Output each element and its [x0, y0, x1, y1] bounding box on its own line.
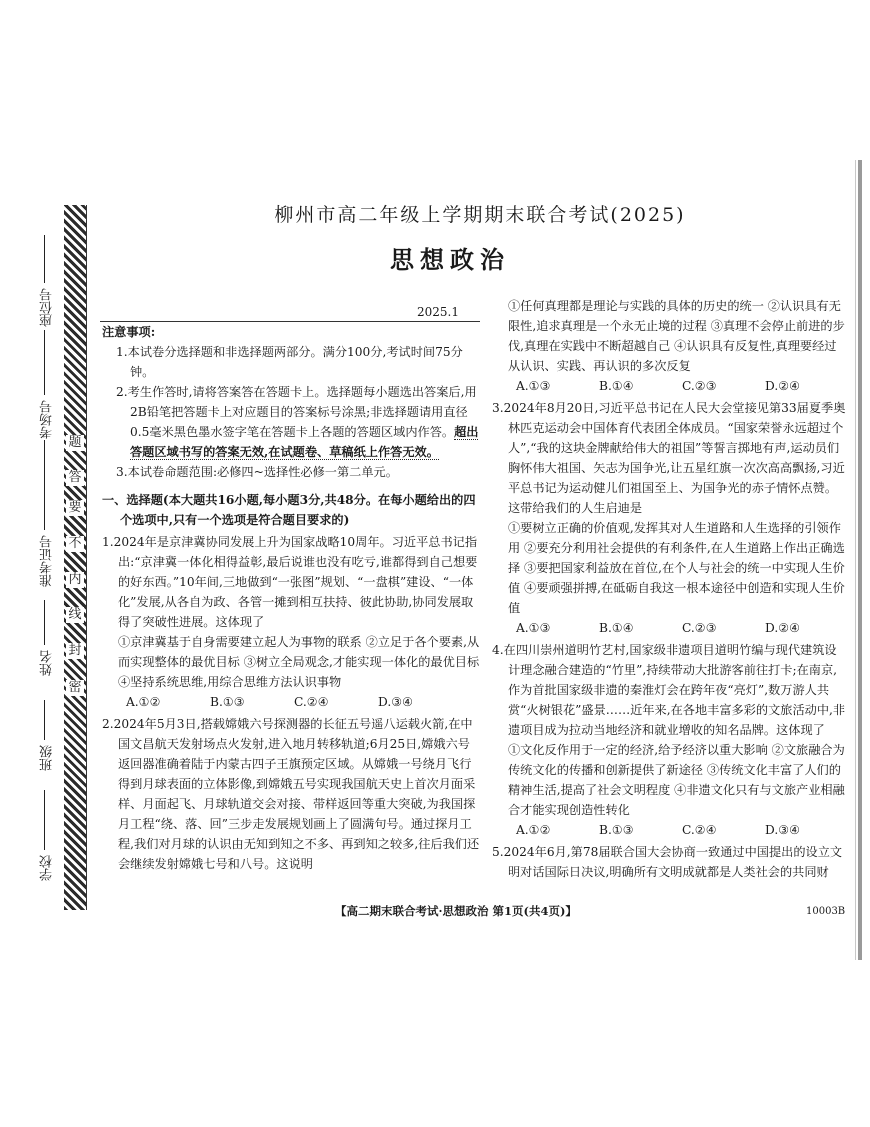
- school-label: 学校: [40, 855, 55, 881]
- question-3-stem: 3.2024年8月20日,习近平总书记在人民大会堂接见第33届夏季奥林匹克运动会中国体育代表团全体成员。“国家荣誉永远超过个人”,“我的这块金牌献给伟大的祖国”等誓言掷地有声,运动员们胸怀伟大祖国、矢志为国争光,让五星红旗一次次高高飘扬,习近平总书记为运动健儿们祖国至上、为国争光的赤子情怀点赞。这带给我们的人生启迪是: [492, 401, 846, 515]
- scan-edge-shadow: [858, 160, 862, 960]
- class-label: 班级: [40, 745, 55, 771]
- option-a: A.①②: [126, 695, 161, 709]
- right-column: [492, 296, 848, 882]
- notice-item-2: [102, 382, 480, 462]
- option-d: D.②④: [765, 379, 801, 393]
- seal-char-1: 题: [66, 435, 84, 451]
- seat-blank: [44, 235, 45, 283]
- page-footer: 【高二期末联合考试·思想政治 第1页(共4页)】: [335, 904, 577, 918]
- option-d: D.②④: [765, 621, 801, 635]
- name-label: 姓名: [40, 650, 55, 676]
- seat-label: 座位号: [40, 288, 55, 327]
- exam-date: 2025.1: [417, 305, 459, 319]
- question-4-options: [492, 820, 848, 840]
- section-heading: 一、选择题(本大题共16小题,每小题3分,共48分。在每小题给出的四个选项中,只有一个选项是符合题目要求的): [102, 493, 476, 527]
- option-a: A.①②: [516, 823, 551, 837]
- option-d: D.③④: [378, 695, 414, 709]
- notice-item-2-emphasis: 超出答题区域书写的答案无效,在试题卷、草稿纸上作答无效。: [130, 425, 479, 459]
- question-4-stem: 4.在四川崇州道明竹艺村,国家级非遗项目道明竹编与现代建筑设计理念融合建造的“竹里”,持续带动大批游客前往打卡;在南京,作为首批国家级非遗的秦淮灯会在跨年夜“亮灯”,数万游人共赏“火树银花”盛景……近年来,在各地丰富多彩的文旅活动中,非遗项目成为拉动当地经济和就业增收的知名品牌。这体现了: [492, 643, 846, 737]
- name-blank: [44, 600, 45, 645]
- option-c: C.②③: [682, 379, 717, 393]
- class-blank: [44, 700, 45, 740]
- scan-edge-line: [855, 160, 856, 960]
- option-c: C.②③: [682, 621, 717, 635]
- question-1-options: [102, 692, 480, 712]
- option-a: A.①③: [516, 379, 551, 393]
- notice-item-3: 3.本试卷命题范围:必修四~选择性必修一第二单元。: [116, 465, 398, 479]
- question-2-statements: ①任何真理都是理论与实践的具体的历史的统一 ②认识具有无限性,追求真理是一个永无止境的过程 ③真理不会停止前进的步伐,真理在实践中不断超越自己 ④认识具有反复性,真理要经过从认识、实践、再认识的多次反复: [508, 299, 845, 373]
- question-5-stem: 5.2024年6月,第78届联合国大会协商一致通过中国提出的设立文明对话国际日决议,明确所有文明成就都是人类社会的共同财: [492, 845, 843, 879]
- notice-item-1: 1.本试卷分选择题和非选择题两部分。满分100分,考试时间75分钟。: [116, 345, 463, 379]
- question-4-statements: ①文化反作用于一定的经济,给予经济以重大影响 ②文旅融合为传统文化的传播和创新提供了新途径 ③传统文化丰富了人们的精神生活,提高了社会文明程度 ④非遗文化只有与文旅产业相融合才能实现创造性转化: [508, 743, 845, 817]
- question-2-options: [492, 376, 848, 396]
- option-b: B.①③: [599, 823, 634, 837]
- question-2-stem: 2.2024年5月3日,搭载嫦娥六号探测器的长征五号遥八运载火箭,在中国文昌航天发射场点火发射,进入地月转移轨道;6月25日,嫦娥六号返回器准确着陆于内蒙古四子王旗预定区域。从嫦娥一号绕月飞行得到月球表面的立体影像,到嫦娥五号实现我国航天史上首次月面采样、月面起飞、月球轨道交会对接、带样返回等重大突破,为我国探月工程“绕、落、回”三步走发展规划画上了圆满句号。通过探月工程,我们对月球的认识由无知到知之不多、再到知之较多,往后我们还会继续发射嫦娥七号和八号。这说明: [102, 717, 480, 871]
- question-3-statements: ①要树立正确的价值观,发挥其对人生道路和人生选择的引领作用 ②要充分利用社会提供的有利条件,在人生道路上作出正确选择 ③要把国家利益放在首位,在个人与社会的统一中实现人生价值 ④要顽强拼搏,在砥砺自我这一根本途径中创造和实现人生价值: [508, 521, 845, 615]
- ticket-label: 准考证号: [40, 535, 55, 587]
- seal-char-6: 线: [66, 607, 84, 623]
- seal-line: [86, 205, 87, 910]
- option-b: B.①③: [210, 695, 245, 709]
- option-b: B.①④: [599, 621, 634, 635]
- room-label: 考场号: [40, 400, 55, 439]
- seal-char-2: 答: [66, 470, 84, 486]
- seal-char-4: 不: [66, 536, 84, 552]
- seal-char-3: 要: [66, 500, 84, 516]
- option-b: B.①④: [599, 379, 634, 393]
- room-blank: [44, 330, 45, 395]
- left-column: [102, 322, 480, 874]
- seal-char-8: 密: [66, 680, 84, 696]
- subject-title: 思想政治: [390, 245, 510, 274]
- option-d: D.③④: [765, 823, 801, 837]
- question-1-statements: ①京津冀基于自身需要建立起人为事物的联系 ②立足于各个要素,从而实现整体的最优目标 ③树立全局观念,才能实现一体化的最优目标 ④坚持系统思维,用综合思维方法认识事物: [118, 635, 480, 689]
- option-c: C.②④: [294, 695, 329, 709]
- exam-title: 柳州市高二年级上学期期末联合考试(2025): [274, 204, 686, 226]
- notice-item-2-text: 2.考生作答时,请将答案答在答题卡上。选择题每小题选出答案后,用2B铅笔把答题卡上对应题目的答案标号涂黑;非选择题请用直径0.5毫米黑色墨水签字笔在答题卡上各题的答题区域内作答。: [116, 385, 477, 439]
- question-3-options: [492, 618, 848, 638]
- question-1-stem: 1.2024年是京津冀协同发展上升为国家战略10周年。习近平总书记指出:“京津冀一体化相得益彰,最后说谁也没有吃亏,谁都得到自己想要的好东西。”10年间,三地做到“一张图”规划、“一盘棋”建设、“一体化”发展,从各自为政、各管一摊到相互扶持、彼此协助,协同发展取得了突破性进展。这体现了: [102, 535, 478, 629]
- seal-char-5: 内: [66, 572, 84, 588]
- option-c: C.②④: [682, 823, 717, 837]
- binding-strip: [64, 205, 86, 910]
- school-blank: [44, 790, 45, 850]
- seal-char-7: 封: [66, 643, 84, 659]
- notice-heading: 注意事项:: [102, 325, 156, 339]
- ticket-blank: [44, 440, 45, 530]
- option-a: A.①③: [516, 621, 551, 635]
- paper-code: 10003B: [806, 906, 846, 917]
